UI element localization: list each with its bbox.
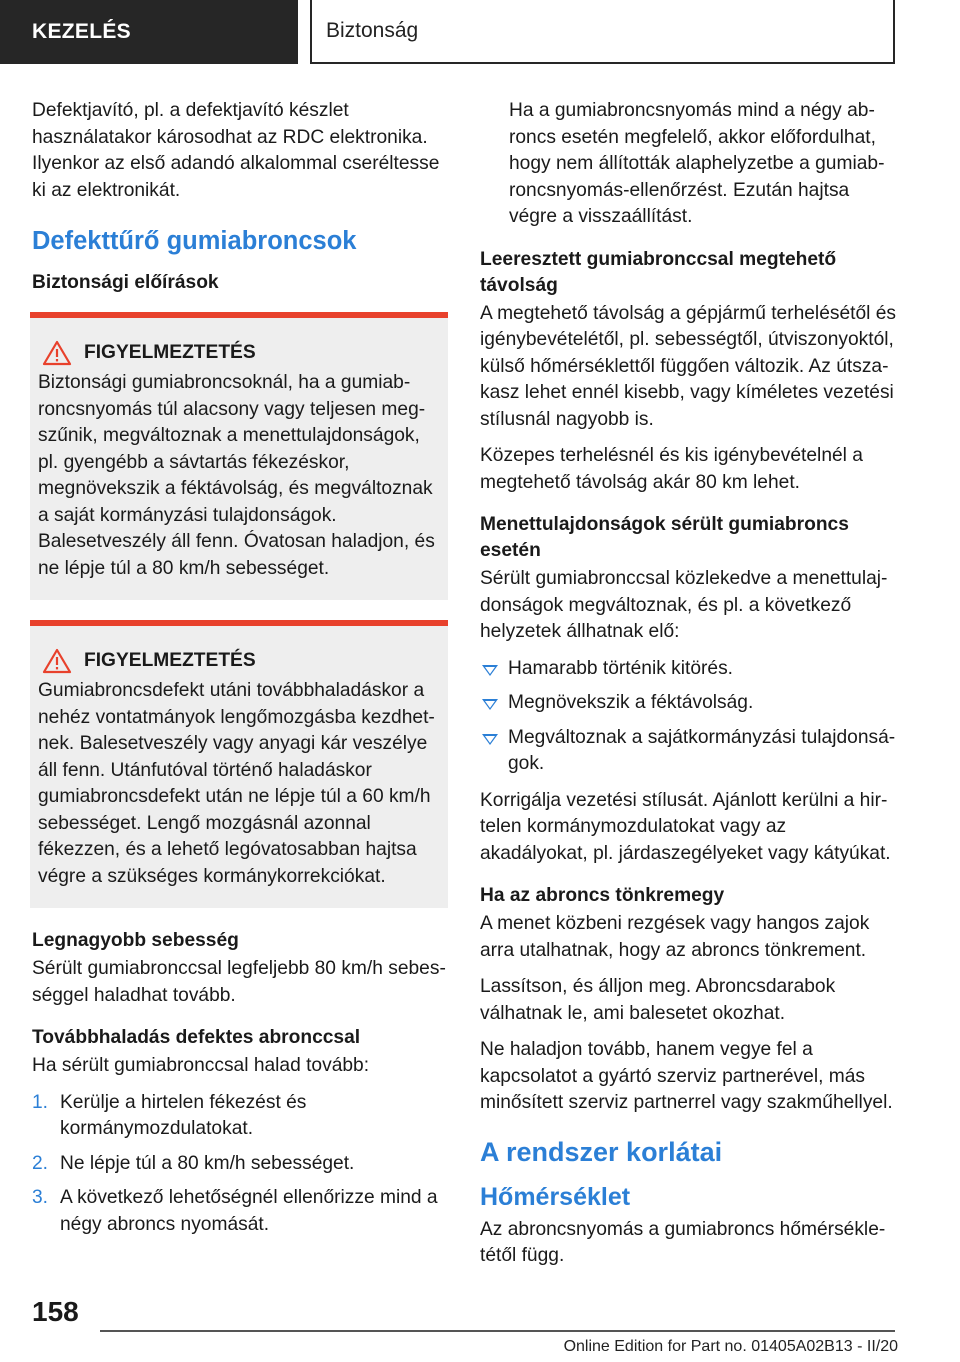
- list-item: [32, 1185, 448, 1238]
- deflated-title: Leeresztett gumiabronccsal megtehető távolság: [480, 248, 837, 296]
- list-item: [480, 725, 898, 778]
- warning-text: Gumiabroncsdefekt utáni továbbhaladáskor a nehéz vontatmányok lengőmozgásba kezdhetnek. Balesetveszély vagy anyagi kár veszélye áll fenn. Utánfutóval történő haladáskor gumiabroncsdefekt után ne lépje túl a 60 km/h sebességet. Lengő mozgásnál azonnal fékezzen, és a lehető legóvatosabban hajtsa végre a szükséges kormánykorrekciókat.: [38, 680, 435, 887]
- tire-breaks-text-3: Ne haladjon tovább, hanem vegye fel a kapcsolatot a gyártó szerviz partnerével, más minősített szerviz partnerrel vagy szakműhellyel.: [480, 1039, 893, 1113]
- correct-style-text: Korrigálja vezetési stílusát. Ajánlott kerülni a hirtelen kormánymozdulatokat vagy az akadályokat, pl. járdaszegélyeket vagy kátyúkat.: [480, 789, 891, 864]
- step-text: A következő lehetőségnél ellenőrizze mind a négy abroncs nyomását.: [60, 1187, 438, 1235]
- warning-text: Biztonsági gumiabroncsoknál, ha a gumiabroncsnyomás túl alacsony vagy teljesen megszűnik, megváltoznak a menettulajdonságok, pl. gyengébb a sávtartás fékezéskor, megnövekszik a féktávolság, és megváltoznak a saját kormányzási tulajdonságok. Balesetveszély áll fenn. Óvatosan haladjon, és ne lépje túl a 80 km/h sebességet.: [38, 372, 435, 579]
- list-item: [32, 1151, 448, 1178]
- temperature-text: Az abroncsnyomás a gumiabroncs hőmérsékletétől függ.: [480, 1218, 886, 1266]
- list-item: [480, 656, 898, 683]
- continue-text: Ha sérült gumiabronccsal halad tovább:: [32, 1055, 370, 1076]
- deflated-text-1: A megtehető távolság a gépjármű terhelésétől és igénybevételétől, pl. sebességtől, útviszonyoktól, külső hőmérséklettől függően változik. Az útszakasz lehet ennél kisebb, vagy kíméletes vezetési stílusnál nagyobb is.: [480, 302, 896, 430]
- temperature-heading: Hőmérséklet: [480, 1182, 631, 1211]
- tire-breaks-text-2: Lassítson, és álljon meg. Abroncsdarabok válhatnak le, ami balesetet okozhat.: [480, 976, 836, 1024]
- step-number: 1.: [32, 1091, 49, 1113]
- section-heading: Defekttűrő gumiabroncsok: [32, 227, 357, 255]
- bullet-text: Megnövekszik a féktávolság.: [508, 692, 754, 713]
- intro-paragraph: Defektjavító, pl. a defektjavító készlet használatakor károsodhat az RDC elektronika. Ilyenkor az első adandó alkalommal cseréltesse ki az elektronikát.: [32, 100, 440, 201]
- tire-breaks-text-1: A menet közbeni rezgések vagy hangos zajok arra utalhatnak, hogy az abroncs tönkrement.: [480, 913, 870, 961]
- continue-title: Továbbhaladás defektes abronccsal: [32, 1027, 361, 1048]
- warning-title-text: FIGYELMEZTETÉS: [84, 342, 256, 363]
- warning-box-2: [30, 620, 448, 908]
- effects-list: [480, 656, 898, 778]
- bullet-triangle-icon: [482, 734, 498, 745]
- section-tab: KEZELÉS: [0, 0, 298, 64]
- tire-breaks-title: Ha az abroncs tönkremegy: [480, 885, 725, 906]
- left-column: [32, 98, 448, 1248]
- step-number: 2.: [32, 1152, 49, 1174]
- bullet-triangle-icon: [482, 699, 498, 710]
- max-speed-title: Legnagyobb sebesség: [32, 930, 239, 951]
- list-item: [480, 690, 898, 717]
- warning-box-1: [30, 312, 448, 600]
- page-number: 158: [32, 1296, 79, 1327]
- right-column: [480, 98, 898, 1280]
- bullet-triangle-icon: [482, 665, 498, 676]
- step-number: 3.: [32, 1187, 49, 1208]
- deflated-text-2: Közepes terhelésnél és kis igénybevételnél a megtehető távolság akár 80 km lehet.: [480, 445, 863, 493]
- warning-title: [38, 340, 440, 366]
- steps-list: [32, 1090, 448, 1239]
- footer-divider: [100, 1330, 895, 1332]
- max-speed-text: Sérült gumiabronccsal legfeljebb 80 km/h sebességgel haladhat tovább.: [32, 958, 446, 1006]
- warning-title-text: FIGYELMEZTETÉS: [84, 650, 256, 671]
- list-item: [32, 1090, 448, 1143]
- edition-footer: Online Edition for Part no. 01405A02B13 - II/20: [563, 1338, 898, 1355]
- chapter-title: Biztonság: [310, 0, 895, 64]
- safety-subheading: Biztonsági előírások: [32, 272, 219, 293]
- bullet-text: Megváltoznak a sajátkormányzási tulajdonságok.: [508, 726, 896, 774]
- bullet-text: Hamarabb történik kitörés.: [508, 657, 734, 679]
- step-text: Ne lépje túl a 80 km/h sebességet.: [60, 1152, 355, 1174]
- handling-text: Sérült gumiabronccsal közlekedve a menettulajdonságok megváltoznak, és pl. a következő helyzetek állhatnak elő:: [480, 568, 888, 642]
- warning-triangle-icon: [42, 340, 72, 366]
- warning-title: [38, 648, 440, 674]
- system-limits-heading: A rendszer korlátai: [480, 1136, 723, 1167]
- warning-triangle-icon: [42, 648, 72, 674]
- handling-title: Menettulajdonságok sérült gumiabroncs esetén: [480, 514, 849, 561]
- step-text: Kerülje a hirtelen fékezést és kormánymozdulatokat.: [60, 1091, 307, 1139]
- continued-step-text: Ha a gumiabroncsnyomás mind a négy abroncs esetén megfelelő, akkor előfordulhat, hogy nem állították alaphelyzetbe a gumiabroncsnyomás-ellenőrzést. Ezután hajtsa végre a visszaállítást.: [509, 100, 885, 227]
